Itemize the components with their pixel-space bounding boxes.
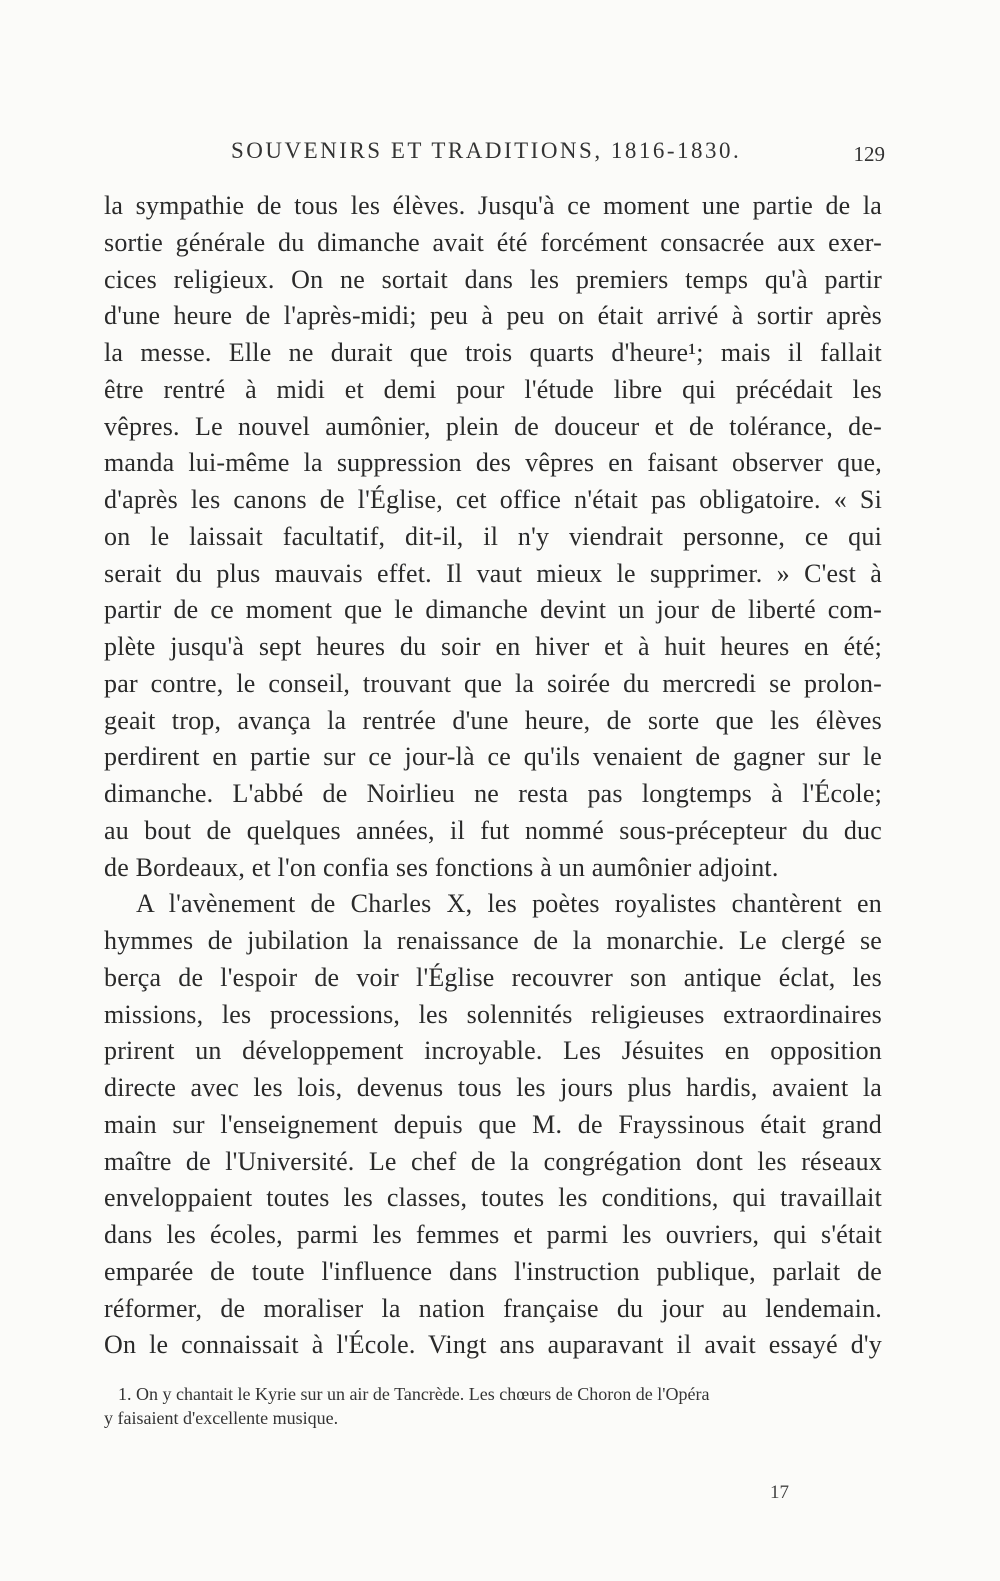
text-line: geait trop, avança la rentrée d'une heure, de sorte que les élèves bbox=[104, 705, 882, 735]
text-line: missions, les processions, les solennités religieuses extraordinaires bbox=[104, 999, 882, 1029]
page-header bbox=[100, 138, 885, 172]
text-line: d'après les canons de l'Église, cet office n'était pas obligatoire. « Si bbox=[104, 485, 882, 514]
text-line: enveloppaient toutes les classes, toutes les conditions, qui travaillait bbox=[104, 1183, 882, 1213]
text-line: partir de ce moment que le dimanche devint un jour de liberté com- bbox=[104, 595, 882, 625]
footnotes bbox=[104, 1382, 864, 1430]
text-line: maître de l'Université. Le chef de la congrégation dont les réseaux bbox=[104, 1146, 882, 1176]
footnote-line: y faisaient d'excellente musique. bbox=[104, 1408, 339, 1428]
text-line: berça de l'espoir de voir l'Église recouvrer son antique éclat, les bbox=[104, 962, 882, 992]
text-line: réformer, de moraliser la nation française du jour au lendemain. bbox=[104, 1293, 882, 1323]
text-line: manda lui-même la suppression des vêpres en faisant observer que, bbox=[104, 448, 882, 478]
text-line: prirent un développement incroyable. Les Jésuites en opposition bbox=[104, 1036, 882, 1066]
footnote-line: 1. On y chantait le Kyrie sur un air de Tancrède. Les chœurs de Choron de l'Opéra bbox=[118, 1384, 710, 1404]
text-line: cices religieux. On ne sortait dans les premiers temps qu'à partir bbox=[104, 264, 882, 294]
text-line: serait du plus mauvais effet. Il vaut mieux le supprimer. » C'est à bbox=[104, 558, 882, 588]
text-line: par contre, le conseil, trouvant que la soirée du mercredi se prolon- bbox=[104, 668, 882, 698]
text-line: dans les écoles, parmi les femmes et parmi les ouvriers, qui s'était bbox=[104, 1220, 882, 1249]
running-title: SOUVENIRS ET TRADITIONS, 1816-1830. bbox=[231, 138, 742, 163]
text-line: sortie générale du dimanche avait été forcément consacrée aux exer- bbox=[104, 227, 882, 257]
signature-mark: 17 bbox=[770, 1482, 789, 1503]
text-line: hymmes de jubilation la renaissance de la monarchie. Le clergé se bbox=[104, 926, 882, 955]
text-line: A l'avènement de Charles X, les poètes royalistes chantèrent en bbox=[136, 889, 882, 919]
text-line: la messe. Elle ne durait que trois quarts d'heure¹; mais il fallait bbox=[104, 338, 882, 367]
text-line: au bout de quelques années, il fut nommé sous-précepteur du duc bbox=[104, 815, 882, 845]
text-line: de Bordeaux, et l'on confia ses fonctions à un aumônier adjoint. bbox=[104, 852, 779, 882]
text-line: d'une heure de l'après-midi; peu à peu on était arrivé à sortir après bbox=[104, 301, 882, 331]
text-line: main sur l'enseignement depuis que M. de Frayssinous était grand bbox=[104, 1109, 882, 1139]
text-line: plète jusqu'à sept heures du soir en hiver et à huit heures en été; bbox=[104, 632, 882, 661]
text-line: dimanche. L'abbé de Noirlieu ne resta pas longtemps à l'École; bbox=[104, 779, 882, 808]
text-line: être rentré à midi et demi pour l'étude libre qui précédait les bbox=[104, 374, 882, 404]
text-line: directe avec les lois, devenus tous les jours plus hardis, avaient la bbox=[104, 1073, 882, 1102]
text-line: vêpres. Le nouvel aumônier, plein de douceur et de tolérance, de- bbox=[104, 411, 882, 441]
text-line: On le connaissait à l'École. Vingt ans auparavant il avait essayé d'y bbox=[104, 1330, 882, 1360]
text-line: emparée de toute l'influence dans l'instruction publique, parlait de bbox=[104, 1256, 882, 1286]
text-line: on le laissait facultatif, dit-il, il n'y viendrait personne, ce qui bbox=[104, 521, 882, 551]
page-number: 129 bbox=[853, 142, 885, 166]
text-line: perdirent en partie sur ce jour-là ce qu'ils venaient de gagner sur le bbox=[104, 742, 882, 772]
text-line: la sympathie de tous les élèves. Jusqu'à ce moment une partie de la bbox=[104, 191, 882, 220]
body-text bbox=[104, 188, 882, 1364]
